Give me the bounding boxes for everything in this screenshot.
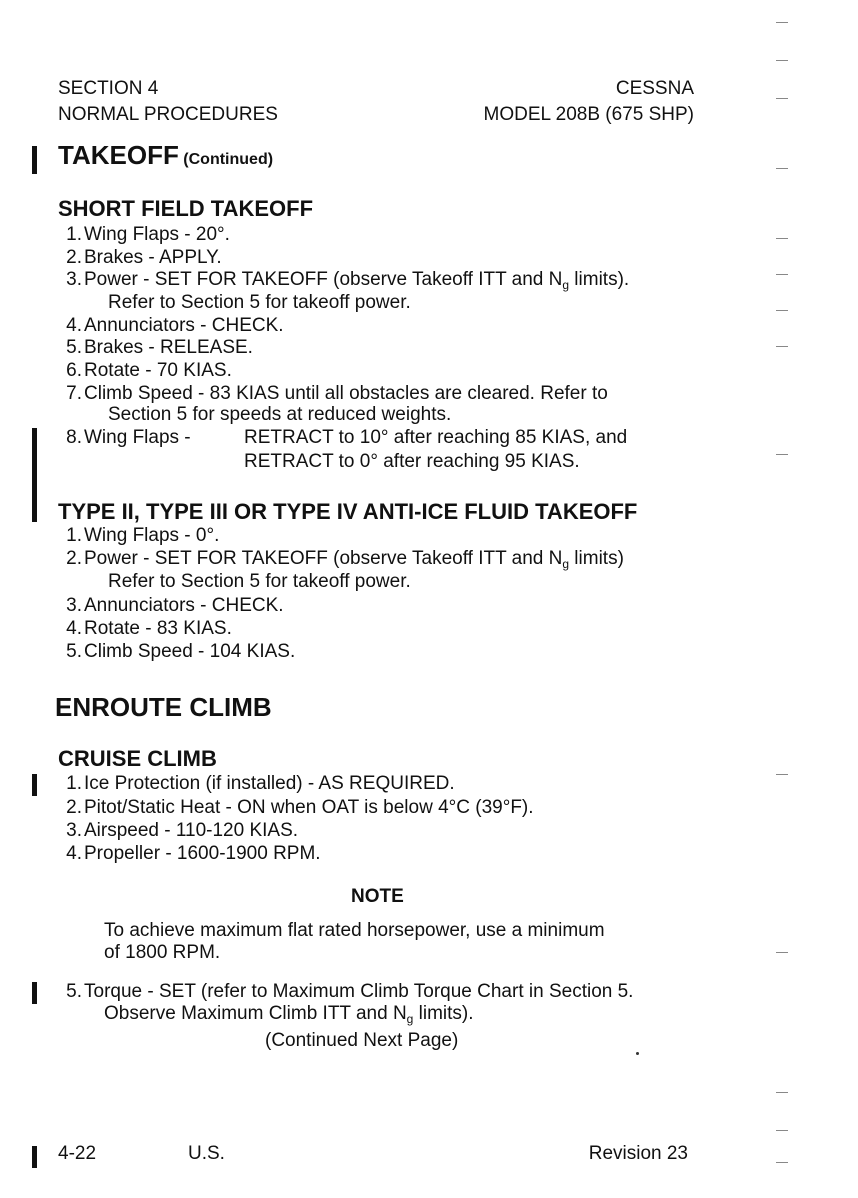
page-number: 4-22 (58, 1143, 97, 1164)
header-section: SECTION 4 (58, 78, 159, 99)
enroute-heading: ENROUTE CLIMB (55, 692, 272, 722)
change-bar (32, 428, 37, 522)
change-bar (32, 146, 37, 174)
list-item: 4. Annunciators - CHECK. (66, 315, 284, 336)
list-item: 2. Pitot/Static Heat - ON when OAT is below 4°C (39°F). (66, 797, 534, 818)
list-item-continuation: Section 5 for speeds at reduced weights. (108, 404, 452, 425)
list-item: 7. Climb Speed - 83 KIAS until all obstacles are cleared. Refer to (66, 383, 608, 404)
scan-mark (776, 60, 788, 61)
list-item: 1. Wing Flaps - 20°. (66, 224, 230, 245)
list-item-value: RETRACT to 0° after reaching 95 KIAS. (244, 451, 580, 472)
list-item: 3. Power - SET FOR TAKEOFF (observe Takeoff ITT and $N_g$ limits). (66, 269, 630, 292)
short-field-heading: SHORT FIELD TAKEOFF (58, 196, 314, 221)
list-item: 2. Brakes - APPLY. (66, 247, 222, 268)
scan-mark (776, 22, 788, 23)
change-bar (32, 1146, 37, 1168)
list-item: 3. Airspeed - 110-120 KIAS. (66, 820, 299, 841)
title-note: (Continued) (183, 151, 274, 168)
scan-mark (776, 952, 788, 953)
list-item-value: RETRACT to 10° after reaching 85 KIAS, and (244, 427, 628, 448)
list-item: 6. Rotate - 70 KIAS. (66, 360, 232, 381)
header-model: MODEL 208B (675 SHP) (483, 104, 694, 125)
list-item: 1. Wing Flaps - 0°. (66, 525, 220, 546)
anti-ice-heading: TYPE II, TYPE III OR TYPE IV ANTI-ICE FLUID TAKEOFF (58, 499, 638, 524)
scan-mark (776, 346, 788, 347)
continued-text: (Continued Next Page) (265, 1030, 459, 1051)
scan-speck (636, 1052, 639, 1055)
scan-mark (776, 1162, 788, 1163)
note-title: NOTE (351, 886, 404, 907)
scan-mark (776, 454, 788, 455)
title-main: TAKEOFF (58, 140, 179, 170)
change-bar (32, 982, 37, 1004)
scan-mark (776, 310, 788, 311)
footer-region: U.S. (188, 1143, 225, 1164)
list-item: 5. Climb Speed - 104 KIAS. (66, 641, 296, 662)
list-item-continuation: Observe Maximum Climb ITT and $N_g$ limits). (104, 1003, 474, 1026)
scan-mark (776, 98, 788, 99)
list-item: 8. Wing Flaps - (66, 427, 191, 448)
list-item: 1. Ice Protection (if installed) - AS REQUIRED. (66, 773, 455, 794)
scan-mark (776, 238, 788, 239)
note-text: To achieve maximum flat rated horsepower, use a minimum (104, 920, 605, 941)
cruise-heading: CRUISE CLIMB (58, 746, 217, 771)
scan-mark (776, 1092, 788, 1093)
footer-revision: Revision 23 (588, 1143, 688, 1164)
scan-mark (776, 274, 788, 275)
note-text: of 1800 RPM. (104, 942, 221, 963)
header-manufacturer: CESSNA (615, 78, 694, 99)
list-item-continuation: Refer to Section 5 for takeoff power. (108, 292, 411, 313)
page-title (58, 140, 273, 171)
list-item: 4. Rotate - 83 KIAS. (66, 618, 232, 639)
change-bar (32, 774, 37, 796)
header-chapter: NORMAL PROCEDURES (58, 104, 278, 125)
list-item-continuation: Refer to Section 5 for takeoff power. (108, 571, 411, 592)
list-item: 5. Brakes - RELEASE. (66, 337, 253, 358)
list-item: 5. Torque - SET (refer to Maximum Climb Torque Chart in Section 5. (66, 981, 634, 1002)
scan-mark (776, 168, 788, 169)
scan-mark (776, 774, 788, 775)
list-item: 2. Power - SET FOR TAKEOFF (observe Takeoff ITT and $N_g$ limits) (66, 548, 624, 571)
list-item: 4. Propeller - 1600-1900 RPM. (66, 843, 321, 864)
scan-mark (776, 1130, 788, 1131)
list-item: 3. Annunciators - CHECK. (66, 595, 284, 616)
